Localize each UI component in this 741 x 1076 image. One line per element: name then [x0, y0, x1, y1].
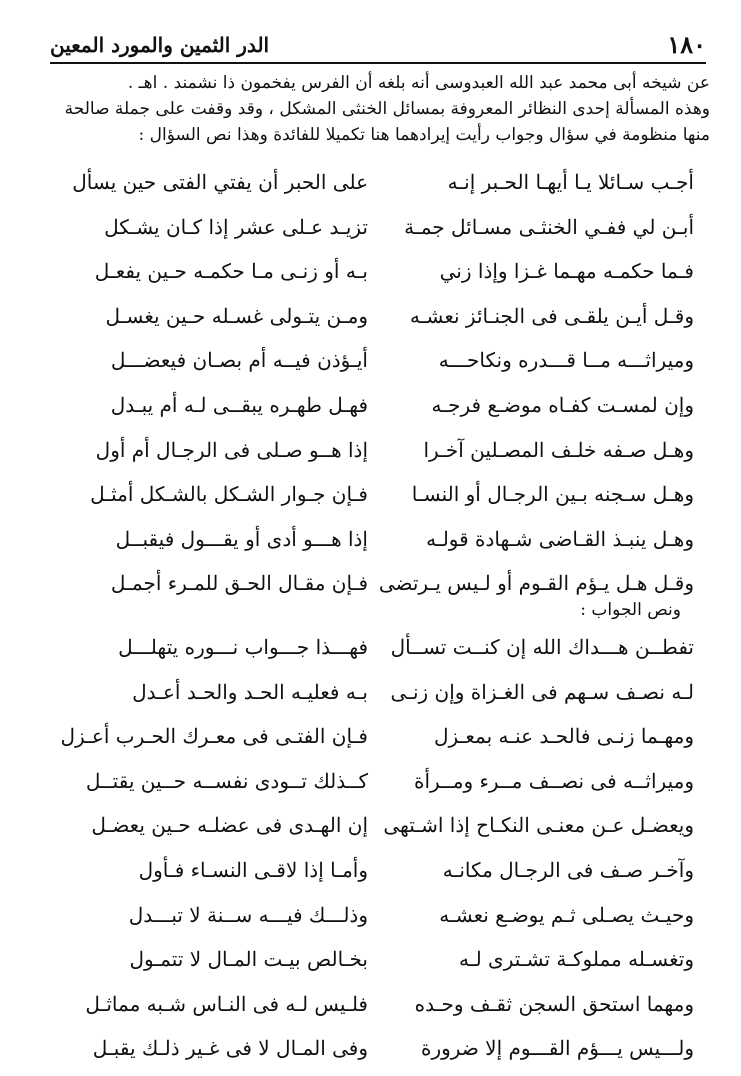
verse-second-hemistich: تزيـد عـلى عشر إذا كـان يشـكل [104, 214, 368, 239]
verse-second-hemistich: بخـالص بيـت المـال لا تتمـول [129, 947, 368, 972]
verse [50, 205, 706, 250]
verse-second-hemistich: وذلـــك فيـــه ســنة لا تبـــدل [128, 902, 368, 927]
verse-second-hemistich: فلـيس لـه فى النـاس شـبه مماثـل [85, 991, 368, 1016]
verse [50, 670, 706, 715]
verse [50, 160, 706, 205]
verse [50, 848, 706, 893]
verse [50, 1026, 706, 1071]
verse-first-hemistich: وقـل هـل يـؤم القـوم أو لـيس يـرتضى [378, 571, 694, 596]
answer-poem [50, 625, 706, 1071]
intro-line: عن شيخه أبى محمد عبد الله العبدوسى أنه بلغه أن الفرس يفخمون ذا نشمند . اهـ . [127, 73, 710, 93]
verse-first-hemistich: لـه نصـف سـهم فى الغـزاة وإن زنـى [390, 679, 694, 704]
verse [50, 937, 706, 982]
verse-first-hemistich: وقـل أيـن يلقـى فى الجنـائز نعشـه [409, 303, 694, 328]
verse-second-hemistich: وأمـا إذا لاقـى النسـاء فـأول [138, 857, 368, 882]
verse [50, 294, 706, 339]
question-poem [50, 160, 706, 606]
verse [50, 803, 706, 848]
page-number: ١٨٠ [667, 30, 706, 59]
verse-second-hemistich: فـإن مقـال الحـق للمـرء أجمـل [110, 571, 368, 596]
verse-second-hemistich: ومـن يتـولى غسـله حـين يغسـل [105, 303, 368, 328]
verse-second-hemistich: وفى المـال لا فى غـير ذلـك يقبـل [92, 1036, 368, 1061]
verse-first-hemistich: ومهما استحق السجن ثقـف وحـده [414, 991, 694, 1016]
running-title: الدر الثمين والمورد المعين [50, 33, 270, 57]
verse-second-hemistich: فـإن جـوار الشـكل بالشـكل أمثـل [90, 482, 368, 507]
verse [50, 714, 706, 759]
verse-first-hemistich: أبـن لي ففـي الخنثـى مسـائل جمـة [404, 214, 694, 239]
verse-first-hemistich: وحيـث يصـلى ثـم يوضـع نعشـه [439, 902, 694, 927]
verse-second-hemistich: أيـؤذن فيــه أم بصـان فيعضـــل [110, 348, 368, 373]
verse-first-hemistich: وهـل ينبـذ القـاضى شـهادة قولـه [426, 526, 694, 551]
verse [50, 338, 706, 383]
verse-second-hemistich: على الحبر أن يفتي الفتى حين يسأل [72, 170, 368, 194]
verse-first-hemistich: وهـل صـفه خلـف المصـلين آخـرا [423, 437, 694, 462]
page-header [50, 28, 706, 64]
verse-second-hemistich: إن الهـدى فى عضلـه حـين يعضـل [91, 813, 368, 838]
intro-line: وهذه المسألة إحدى النظائر المعروفة بمسائل الخنثى المشكل ، وقد وقفت على جملة صالحة [64, 99, 710, 119]
intro-line: منها منظومة في سؤال وجواب رأيت إيرادهما هنا تكميلا للفائدة وهذا نص السؤال : [138, 125, 710, 145]
verse-first-hemistich: وتغسـله مملوكـة تشـترى لـه [459, 947, 694, 972]
verse-first-hemistich: ومهـما زنـى فالحـد عنـه بمعـزل [433, 724, 694, 749]
verse-first-hemistich: وهـل سـجنه بـين الرجـال أو النسـا [411, 482, 694, 507]
verse [50, 982, 706, 1027]
verse-first-hemistich: ويعضـل عـن معنـى النكـاح إذا اشـتهى [383, 813, 694, 838]
verse-second-hemistich: فـإن الفتـى فى معـرك الحـرب أعـزل [60, 724, 368, 749]
verse [50, 383, 706, 428]
verse-second-hemistich: فهـل طهـره يبقــى لـه أم يبـدل [110, 392, 368, 417]
verse-second-hemistich: فهـــذا جـــواب نـــوره يتهلـــل [118, 635, 368, 659]
verse [50, 428, 706, 473]
verse-second-hemistich: بـه أو زنـى مـا حكمـه حـين يفعـل [94, 259, 368, 284]
verse [50, 472, 706, 517]
verse-first-hemistich: ولـــيس يـــؤم القـــوم إلا ضرورة [421, 1036, 694, 1061]
verse [50, 893, 706, 938]
intro-paragraph [50, 70, 710, 148]
verse-first-hemistich: وآخـر صـف فى الرجـال مكانـه [442, 857, 694, 882]
verse-second-hemistich: كــذلك تــودى نفســه حــين يقتــل [85, 768, 368, 793]
verse [50, 625, 706, 670]
verse-first-hemistich: فـما حكمـه مهـما غـزا وإذا زني [439, 259, 694, 284]
verse-first-hemistich: أجـب سـائلا يـا أيهـا الحـبر إنـه [447, 170, 694, 194]
answer-heading: ونص الجواب : [580, 600, 681, 620]
verse-first-hemistich: وإن لمسـت كفـاه موضـع فرجـه [431, 392, 694, 417]
verse-second-hemistich: إذا هــو صـلى فى الرجـال أم أول [95, 437, 368, 462]
verse [50, 759, 706, 804]
verse-second-hemistich: بـه فعليـه الحـد والحـد أعـدل [132, 679, 368, 704]
verse-first-hemistich: وميراثـــه مــا قـــدره ونكاحـــه [438, 348, 694, 373]
verse-first-hemistich: تفطــن هـــداك الله إن كنــت تســأل [390, 635, 694, 659]
verse-second-hemistich: إذا هـــو أدى أو يقـــول فيقبــل [115, 526, 368, 551]
verse-first-hemistich: وميراثــه فى نصــف مــرء ومــرأة [413, 768, 694, 793]
verse [50, 249, 706, 294]
verse [50, 517, 706, 562]
